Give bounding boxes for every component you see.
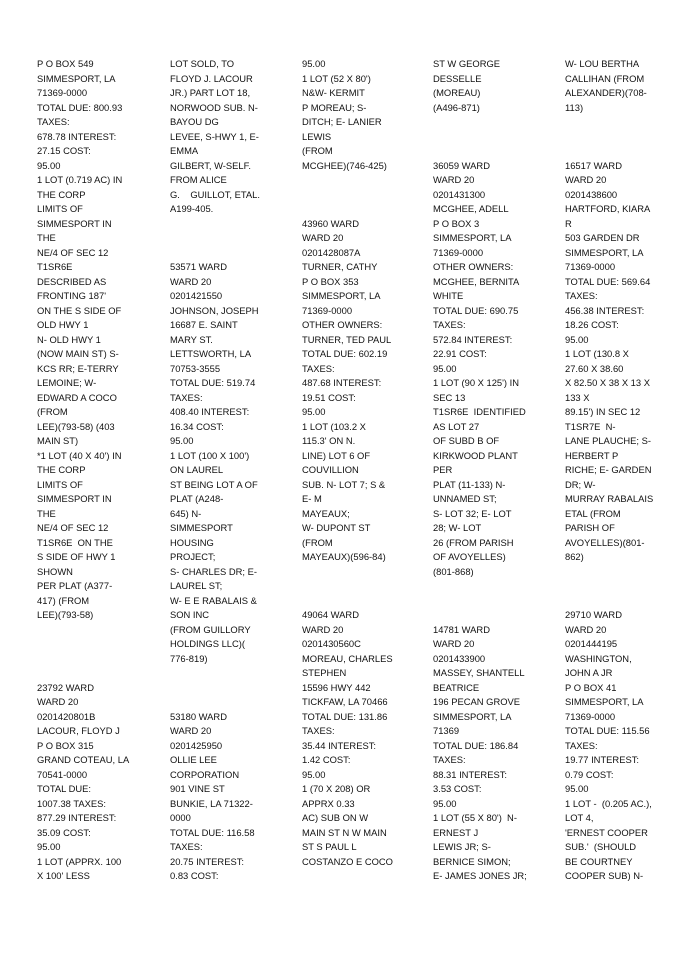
listing-text-line: LINE) LOT 6 OF [302,449,371,461]
listing-text-line: 877.29 INTEREST: [37,812,117,823]
listing-text-line: THE CORP [37,188,86,200]
listing-text-line: 95.00 [37,159,61,171]
listing-text-line: 0000 [170,812,191,823]
listing-text-line: LAUREL ST; [170,580,223,591]
listing-text-line: 95.00 [170,435,194,446]
listing-text-line: 0201444195 [565,638,618,649]
listing-text-line: LEVEE, S-HWY 1, E- [170,130,259,142]
listing-text-line: LETTSWORTH, LA [170,348,252,359]
listing-text-line: PER PLAT (A377- [37,580,113,591]
listing-text-line: DESCRIBED AS [37,275,107,287]
listing-text-line: 26 (FROM PARISH [433,536,514,548]
listing-text-line: RICHE; E- GARDEN [565,464,652,475]
listing-text-line: HOLDINGS LLC)( [170,638,246,649]
listing-text-line: (FROM [302,536,333,548]
listing-text-line: JOHNSON, JOSEPH [170,304,259,316]
listing-text-line: P MOREAU; S- [302,101,367,113]
listing-text-line: 196 PECAN GROVE [433,696,521,707]
listing-text-line: S- CHARLES DR; E- [170,565,257,577]
listing-text-line: PROJECT; [170,551,216,562]
listing-text-line: LIMITS OF [37,203,83,214]
listing-text-line: TAXES: [433,754,466,765]
listing-text-line: UNNAMED ST; [433,493,497,504]
listing-text-line: PLAT (A248- [170,493,224,504]
listing-text-line: (FROM [37,406,68,417]
listing-text-line: WARD 20 [170,725,212,736]
listing-text-line: 95.00 [565,783,589,794]
listing-text-line: 89.15') IN SEC 12 [565,406,641,417]
listing-text-line: THE [37,232,56,243]
listing-text-line: 28; W- LOT [433,522,482,533]
listing-text-line: TAXES: [302,725,335,736]
listing-text-line: DR; W- [565,478,596,490]
listing-text-line: G. GUILLOT, ETAL. [170,188,260,200]
listing-text-line: T1SR6E [37,261,73,272]
listing-text-line: ALEXANDER)(708- [565,87,647,98]
listing-text-line: ETAL (FROM [565,507,621,519]
listing-text-line: 19.51 COST: [302,391,356,403]
listing-text-line: PER [433,464,453,475]
listing-text-line: TOTAL DUE: [37,783,92,794]
listing-text-line: MOREAU, CHARLES [302,652,393,664]
listing-text-line: 0.83 COST: [170,870,219,881]
listing-text-line: SIMMESPORT IN [37,493,112,504]
listing-text-line: SIMMESPORT [170,522,233,533]
listing-text-line: 18.26 COST: [565,319,619,330]
listing-text-line: SIMMESPORT, LA [565,246,644,258]
listing-text-line: MCGHEE)(746-425) [302,159,387,171]
listing-text-line: (FROM [302,145,333,156]
listing-text-line: BERNICE SIMON; [433,855,511,867]
listing-text-line: W- DUPONT ST [302,522,371,533]
listing-text-line: WARD 20 [433,638,475,649]
listing-text-line: 71369-0000 [433,246,484,258]
listing-text-line: 16687 E. SAINT [170,319,238,330]
listing-text-line: BEATRICE [433,681,480,693]
listing-text-line: 71369 [433,725,460,736]
listing-text-line: TAXES: [170,391,203,403]
listing-text-line: 'ERNEST COOPER [565,826,648,838]
listing-text-line: BAYOU DG [170,116,219,127]
listing-text-line: T1SR6E ON THE [37,536,113,548]
listing-text-line: 15596 HWY 442 [302,681,371,693]
listing-text-line: CORPORATION [170,768,240,780]
listing-text-line: FLOYD J. LACOUR [170,72,253,84]
listing-text-line: MCGHEE, ADELL [433,203,509,214]
listing-text-line: (NOW MAIN ST) S- [37,348,119,359]
listing-text-line: WARD 20 [37,696,79,707]
listing-text-line: X 82.50 X 38 X 13 X [565,377,650,388]
listing-text-line: MARY ST. [170,333,213,345]
listing-text-line: 0201431300 [433,188,486,200]
listing-text-line: MAYEAUX)(596-84) [302,551,386,562]
listing-text-line: SUB.' (SHOULD [565,841,637,852]
listing-text-line: 572.84 INTEREST: [433,333,513,345]
listing-text-line: ON LAUREL [170,464,224,475]
listing-text-line: MAYEAUX; [302,507,350,519]
listing-text-line: WARD 20 [565,174,607,185]
listing-text-line: AC) SUB ON W [302,812,369,823]
listing-text-line: TICKFAW, LA 70466 [302,696,388,707]
listing-text-line: MASSEY, SHANTELL [433,667,525,678]
listing-text-line: 95.00 [302,406,326,417]
listing-text-line: 1 LOT (0.719 AC) IN [37,174,123,185]
listing-text-line: SEC 13 [433,391,466,403]
listing-text-line: SUB. N- LOT 7; S & [302,478,386,490]
listing-text-line: NE/4 OF SEC 12 [37,246,109,258]
listing-text-line: NE/4 OF SEC 12 [37,522,109,533]
listing-text-line: TAXES: [170,841,203,852]
listing-text-line: 43960 WARD [302,217,359,229]
listing-text-line: 0.79 COST: [565,768,614,780]
listing-text-line: 88.31 INTEREST: [433,768,507,780]
listing-text-line: (FROM GUILLORY [170,623,251,635]
listing-text-line: 0201420801B [37,710,96,722]
listing-text-line: 133 X [565,391,590,403]
listing-text-line: 1 LOT - (0.205 AC.), [565,797,652,809]
listing-text-line: ST S PAUL L [302,841,357,852]
listing-text-line: 53180 WARD [170,710,227,722]
listing-text-line: 29710 WARD [565,609,622,620]
listing-text-line: MCGHEE, BERNITA [433,275,520,287]
listing-text-line: SIMMESPORT, LA [37,72,116,84]
listing-text-line: 1 LOT (90 X 125') IN [433,377,520,388]
listing-text-line: SON INC [170,609,210,620]
listing-text-line: GILBERT, W-SELF. [170,159,251,171]
listing-text-line: CALLIHAN (FROM [565,72,645,84]
listing-text-line: 901 VINE ST [170,783,225,794]
listing-text-line: 1 LOT (55 X 80') N- [433,812,517,823]
listing-text-line: X 100' LESS [37,870,90,881]
listing-text-line: AVOYELLES)(801- [565,536,645,548]
listing-text-line: SIMMESPORT, LA [433,232,512,243]
listing-text-line: TOTAL DUE: 115.56 [565,725,650,736]
listing-text-line: OTHER OWNERS: [302,319,383,330]
listing-text-line: MURRAY RABALAIS [565,493,654,504]
listing-text-line: P O BOX 41 [565,681,617,693]
listing-text-line: TAXES: [302,362,335,374]
listing-text-line: 776-819) [170,652,208,664]
listing-text-line: FRONTING 187' [37,290,106,301]
listing-text-line: 1 LOT (130.8 X [565,348,629,359]
listing-text-line: S SIDE OF HWY 1 [37,551,116,562]
listing-text-line: 70541-0000 [37,768,88,780]
listing-text-line: LANE PLAUCHE; S- [565,435,651,446]
listing-text-line: LACOUR, FLOYD J [37,725,120,736]
listing-text-line: WASHINGTON, [565,652,632,664]
listing-text-line: TAXES: [565,290,598,301]
listing-text-line: E- M [302,493,322,504]
listing-text-line: TAXES: [433,319,466,330]
listing-text-line: OTHER OWNERS: [433,261,514,272]
listing-text-line: AS LOT 27 [433,420,480,432]
listing-text-line: A199-405. [170,203,214,214]
listing-text-line: 1 LOT (APPRX. 100 [37,855,122,867]
listing-text-line: R [565,217,572,229]
listing-text-line: 53571 WARD [170,261,227,272]
listing-text-line: TOTAL DUE: 602.19 [302,348,388,359]
listing-text-line: 862) [565,551,584,562]
listing-text-line: 1 LOT (100 X 100') [170,449,250,461]
listing-text-line: JR.) PART LOT 18, [170,87,251,98]
listing-text-line: 23792 WARD [37,681,94,693]
listing-text-line: N&W- KERMIT [302,87,365,98]
listing-text-line: 487.68 INTEREST: [302,377,382,388]
listing-text-line: WARD 20 [433,174,475,185]
listing-text-line: S- LOT 32; E- LOT [433,507,512,519]
listing-text-line: W- LOU BERTHA [565,58,640,69]
listing-text-line: FROM ALICE [170,174,227,185]
listing-text-line: 456.38 INTEREST: [565,304,645,316]
listing-text-line: 417) (FROM [37,594,90,606]
listing-text-line: LEE)(793-58) (403 [37,420,115,432]
listing-text-line: 1.42 COST: [302,754,351,765]
listing-text-line: 35.44 INTEREST: [302,739,376,751]
listing-text-line: 22.91 COST: [433,348,487,359]
listing-text-line: *1 LOT (40 X 40') IN [37,449,122,461]
listing-text-line: 49064 WARD [302,609,359,620]
listing-text-line: E- JAMES JONES JR; [433,870,527,881]
listing-text-line: N- OLD HWY 1 [37,333,101,345]
listing-text-line: TURNER, TED PAUL [302,333,392,345]
listing-text-line: 27.60 X 38.60 [565,362,624,374]
listing-text-line: 95.00 [37,841,61,852]
listing-text-line: TOTAL DUE: 186.84 [433,739,519,751]
listing-text-line: DESSELLE [433,72,482,84]
listing-text-line: 113) [565,101,584,113]
listing-text-line: 115.3' ON N. [302,435,356,446]
listing-text-line: COUVILLION [302,464,359,475]
listing-text-line: OF AVOYELLES) [433,551,506,562]
listing-text-line: TOTAL DUE: 131.86 [302,710,388,722]
listing-text-line: ERNEST J [433,826,479,838]
listing-text-line: 70753-3555 [170,362,221,374]
listing-text-line: TOTAL DUE: 519.74 [170,377,256,388]
listing-text-line: LOT SOLD, TO [170,58,235,69]
listing-text-line: 503 GARDEN DR [565,232,640,243]
listing-text-line: 1 LOT (52 X 80') [302,72,371,84]
listing-text-line: EMMA [170,145,199,156]
listing-text-line: SHOWN [37,565,73,577]
listing-text-line: BE COURTNEY [565,855,633,867]
listing-text-line: 95.00 [302,768,326,780]
listing-text-line: 35.09 COST: [37,826,91,838]
listing-text-line: LEE)(793-58) [37,609,94,620]
listing-text-line: P O BOX 315 [37,739,94,751]
listing-text-line: APPRX 0.33 [302,797,355,809]
listing-text-line: COOPER SUB) N- [565,870,644,881]
listing-text-line: 3.53 COST: [433,783,482,794]
listing-text-line: LOT 4, [565,812,594,823]
listing-text-line: WARD 20 [565,623,607,635]
listing-text-line: SIMMESPORT, LA [433,710,512,722]
listing-text-line: TOTAL DUE: 116.58 [170,826,255,838]
listing-text-line: 1007.38 TAXES: [37,797,106,809]
listing-text-line: 95.00 [433,362,457,374]
listing-text-line: THE [37,507,56,519]
listing-text-line: (MOREAU) [433,87,481,98]
listing-text-line: 71369-0000 [302,304,353,316]
listing-text-line: P O BOX 3 [433,217,480,229]
listing-text-line: 1 (70 X 208) OR [302,783,371,794]
listing-text-line: TOTAL DUE: 569.64 [565,275,651,287]
listing-text-line: ON THE S SIDE OF [37,304,122,316]
listing-text-line: LEWIS JR; S- [433,841,491,852]
listing-text-line: WHITE [433,290,464,301]
listing-text-line: 71369-0000 [37,87,88,98]
listing-text-line: W- E E RABALAIS & [170,594,257,606]
listing-text-line: KCS RR; E-TERRY [37,362,119,374]
listing-text-line: NORWOOD SUB. N- [170,101,258,113]
listing-text-line: EDWARD A COCO [37,391,117,403]
listing-text-line: JOHN A JR [565,667,613,678]
listing-text-line: 16517 WARD [565,159,622,171]
listing-text-line: DITCH; E- LANIER [302,116,382,127]
listing-text-line: TAXES: [565,739,598,751]
listing-text-line: ST W GEORGE [433,58,501,69]
listing-text-line: 645) N- [170,507,202,519]
listing-text-line: 0201421550 [170,290,223,301]
listing-text-line: STEPHEN [302,667,347,678]
listing-text-line: TOTAL DUE: 800.93 [37,101,123,113]
listing-text-line: MAIN ST N W MAIN [302,826,387,838]
listing-text-line: OF SUBD B OF [433,435,500,446]
listing-text-line: WARD 20 [302,232,344,243]
listing-text-line: 20.75 INTEREST: [170,855,244,867]
listing-text-line: 36059 WARD [433,159,490,171]
listing-text-line: WARD 20 [170,275,212,287]
listing-text-line: 95.00 [302,58,326,69]
listing-text-line: HOUSING [170,536,214,548]
listing-text-line: P O BOX 549 [37,58,94,69]
listing-text-line: GRAND COTEAU, LA [37,754,130,765]
listing-text-line: PARISH OF [565,522,615,533]
listing-text-line: 1 LOT (103.2 X [302,420,366,432]
listing-text-line: WARD 20 [302,623,344,635]
listing-text-line: 0201428087A [302,246,361,258]
listing-text-line: 19.77 INTEREST: [565,754,639,765]
listing-text-line: 408.40 INTEREST: [170,406,250,417]
listing-text-line: HERBERT P [565,449,619,461]
listing-text-line: TAXES: [37,116,70,127]
listing-text-line: 95.00 [433,797,457,809]
listing-text-line: 0201438600 [565,188,618,200]
listing-text-line: KIRKWOOD PLANT [433,449,518,461]
listing-text-line: SIMMESPORT IN [37,217,112,229]
listing-text-line: T1SR7E N- [565,420,616,432]
listing-text-line: 71369-0000 [565,261,616,272]
listing-text-line: 0201430560C [302,638,361,649]
listing-text-line: THE CORP [37,464,86,475]
listing-text-line: TOTAL DUE: 690.75 [433,304,519,316]
listing-text-line: 14781 WARD [433,623,490,635]
listing-text-line: BUNKIE, LA 71322- [170,797,253,809]
listing-text-line: ST BEING LOT A OF [170,478,258,490]
listing-text-line: OLLIE LEE [170,754,217,765]
listing-text-line: 0201425950 [170,739,223,751]
listing-text-line: LEMOINE; W- [37,377,97,388]
listing-text-line: HARTFORD, KIARA [565,203,651,214]
listing-text-line: COSTANZO E COCO [302,855,393,867]
listing-text-line: LIMITS OF [37,478,83,490]
listing-text-line: TURNER, CATHY [302,261,378,272]
listing-text-line: 27.15 COST: [37,145,91,156]
listing-text-line: OLD HWY 1 [37,319,89,330]
listing-text-line: MAIN ST) [37,435,79,446]
listing-text-line: 678.78 INTEREST: [37,130,117,142]
listing-text-line: SIMMESPORT, LA [302,290,381,301]
listing-text-line: T1SR6E IDENTIFIED [433,406,526,417]
listing-text-line: 95.00 [565,333,589,345]
listing-text-line: 16.34 COST: [170,420,224,432]
listing-text-line: (801-868) [433,565,474,577]
listing-text-line: LEWIS [302,130,332,142]
listing-text-line: P O BOX 353 [302,275,359,287]
listing-text-line: 0201433900 [433,652,486,664]
listing-text-line: (A496-871) [433,101,480,113]
listing-text-line: SIMMESPORT, LA [565,696,644,707]
listing-text-line: 71369-0000 [565,710,616,722]
listing-text-line: PLAT (11-133) N- [433,478,506,490]
